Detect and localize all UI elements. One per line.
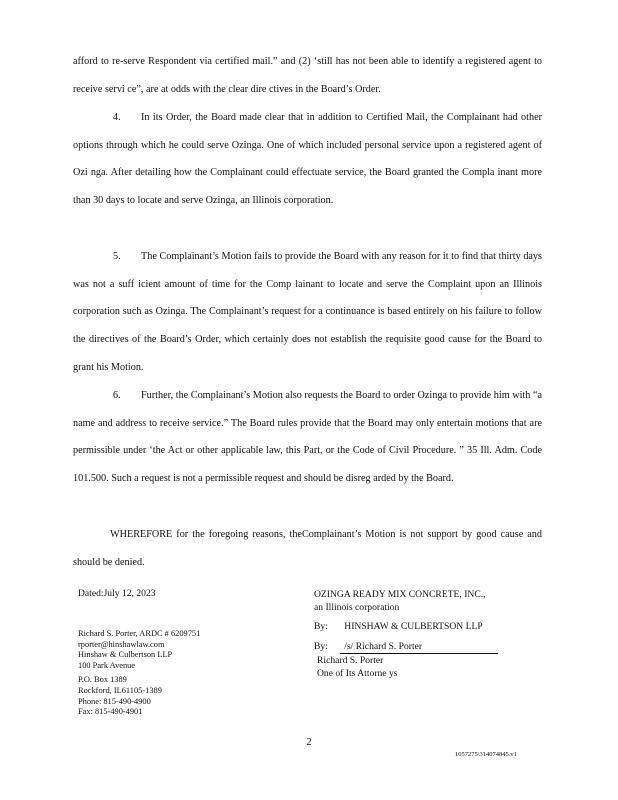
firm-street: 100 Park Avenue — [78, 660, 136, 670]
paragraph-6: 6. Further, the Complainant’s Motion also requests the Board to order Ozinga to provide him with “a name and address to receive service.” The Board rules provide that the Board may only entertain motions that are permissible under ‘the Act or other applicable law, this Part, or the Code of Civil Procedure. ” 35 Ill. Adm. Code 101.500. Such a request is not a permissible request and should be disreg arded by the Board. — [73, 390, 542, 485]
signer-role: One of Its Attorne ys — [317, 668, 398, 679]
attorney-contact-block — [78, 629, 200, 718]
by-firm-line — [314, 620, 498, 633]
page-number: 2 — [306, 737, 312, 748]
signature-block — [314, 588, 498, 680]
attorney-email[interactable]: rporter@hinshawlaw.com — [78, 639, 165, 649]
firm-phone: Phone: 815-490-4900 — [78, 696, 151, 706]
document-id: 1057275\314074845.v1 — [455, 751, 517, 758]
attorney-name-ardc: Richard S. Porter, ARDC # 6209751 — [78, 629, 201, 638]
by-label: By: — [314, 621, 328, 632]
law-firm: Hinshaw & Culbertson LLP — [78, 650, 173, 660]
firm-po-box: P.O. Box 1389 — [78, 675, 127, 685]
party-description: an Illinois corporation — [314, 602, 400, 613]
party-name: OZINGA READY MIX CONCRETE, INC., — [314, 589, 486, 600]
by-label: By: — [314, 641, 328, 652]
dated-line: Dated:July 12, 2023 — [78, 588, 156, 599]
firm-fax: Fax: 815-490-4901 — [78, 707, 143, 717]
wherefore-clause: WHEREFORE for the foregoing reasons, theComplainant’s Motion is not support by good cause and should be denied. — [73, 529, 542, 568]
firm-signatory: HINSHAW & CULBERTSON LLP — [344, 621, 483, 632]
electronic-signature: /s/ Richard S. Porter — [340, 640, 498, 654]
by-signature-line — [314, 640, 498, 654]
signer-name: Richard S. Porter — [317, 655, 384, 666]
paragraph-continuation: afford to re-serve Respondent via certified mail.” and (2) ‘still has not been able to identify a registered agent to receive servi ce”, are at odds with the clear dire ctives in the Board’s Order. — [73, 56, 542, 95]
paragraph-5: 5. The Complainant’s Motion fails to provide the Board with any reason for it to find that thirty days was not a suff icient amount of time for the Comp lainant to locate and serve the Complaint upon an Illinois corporation such as Ozinga. The Complainant’s request for a continuance is based entirely on his failure to follow the directives of the Board’s Order, which certainly does not establish the requisite good cause for the Board to grant his Motion. — [73, 251, 542, 373]
paragraph-4: 4. In its Order, the Board made clear that in addition to Certified Mail, the Complainant had other options through which he could serve Ozinga. One of which included personal service upon a registered agent of Ozi nga. After detailing how the Complainant could effectuate service, the Board granted the Compla inant more than 30 days to locate and serve Ozinga, an Illinois corporation. — [73, 112, 542, 207]
firm-city: Rockford, IL61105-1389 — [78, 685, 162, 695]
